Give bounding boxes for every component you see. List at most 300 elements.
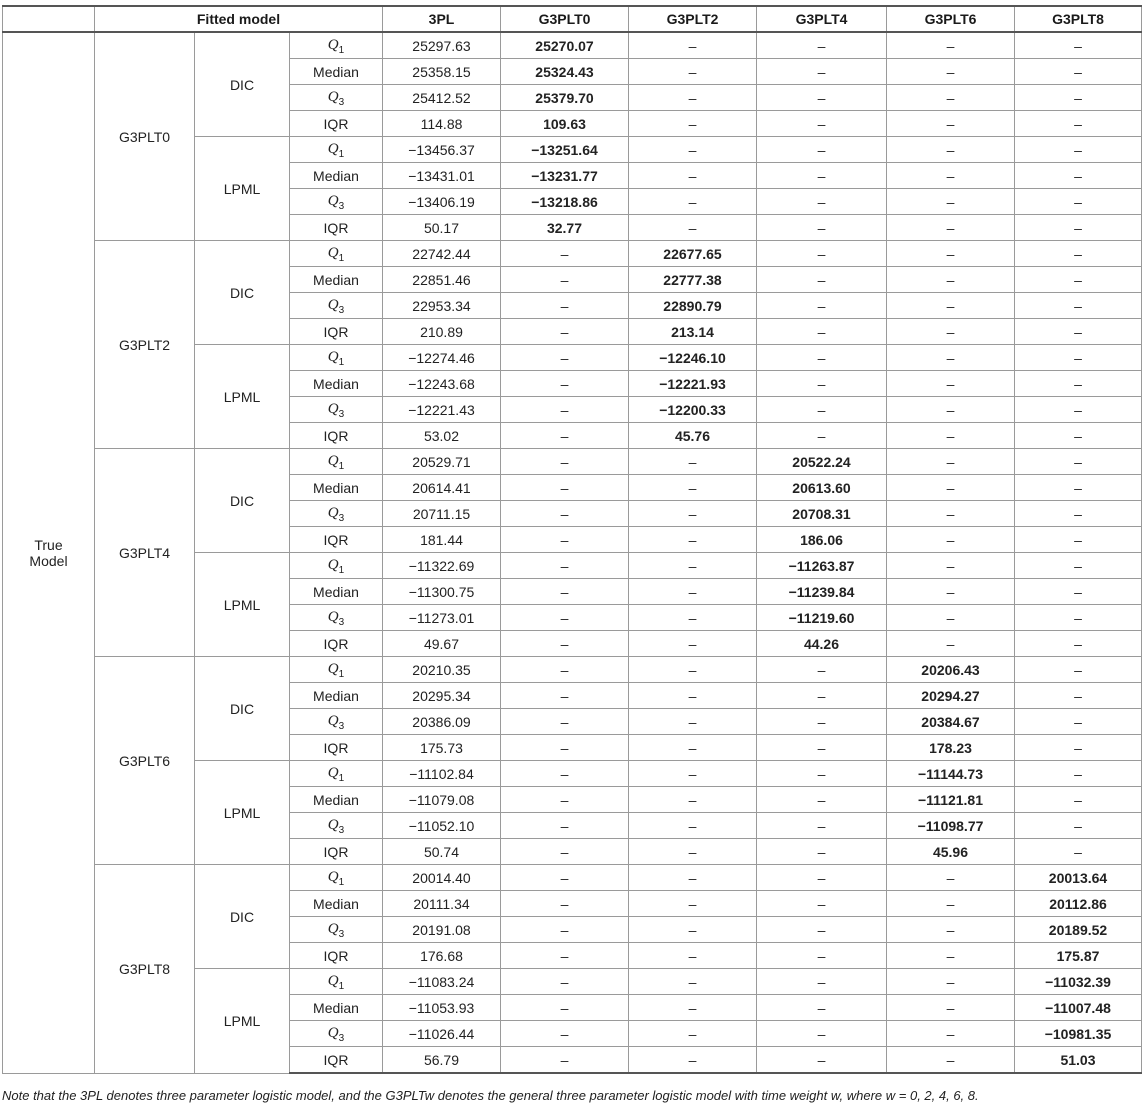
value-empty-dash: – xyxy=(501,423,629,449)
statistic-label: $Q_3$ xyxy=(290,605,383,631)
value-empty-dash: – xyxy=(501,1047,629,1074)
value-3pl: 114.88 xyxy=(383,111,501,137)
statistic-label: IQR xyxy=(290,735,383,761)
statistic-label: $Q_1$ xyxy=(290,969,383,995)
value-empty-dash: – xyxy=(1015,267,1142,293)
value-empty-dash: – xyxy=(629,683,757,709)
true-model-label: True Model xyxy=(3,32,95,1073)
value-empty-dash: – xyxy=(1015,215,1142,241)
statistic-label: $Q_3$ xyxy=(290,709,383,735)
criterion-label: LPML xyxy=(195,137,290,241)
header-col-g3plt4: G3PLT4 xyxy=(757,6,887,32)
value-empty-dash: – xyxy=(757,241,887,267)
value-empty-dash: – xyxy=(629,865,757,891)
value-empty-dash: – xyxy=(757,163,887,189)
value-empty-dash: – xyxy=(757,735,887,761)
value-empty-dash: – xyxy=(629,553,757,579)
value-empty-dash: – xyxy=(501,579,629,605)
value-fitted-bold: −11219.60 xyxy=(757,605,887,631)
value-empty-dash: – xyxy=(501,397,629,423)
value-empty-dash: – xyxy=(629,605,757,631)
value-fitted-bold: −11263.87 xyxy=(757,553,887,579)
table-row xyxy=(3,865,1142,891)
value-empty-dash: – xyxy=(501,319,629,345)
value-fitted-bold: 22677.65 xyxy=(629,241,757,267)
value-empty-dash: – xyxy=(501,293,629,319)
value-empty-dash: – xyxy=(501,709,629,735)
table-row xyxy=(3,32,1142,59)
value-empty-dash: – xyxy=(629,813,757,839)
statistic-label: $Q_1$ xyxy=(290,241,383,267)
statistic-label: Median xyxy=(290,475,383,501)
statistic-label: IQR xyxy=(290,943,383,969)
value-empty-dash: – xyxy=(1015,345,1142,371)
value-empty-dash: – xyxy=(757,32,887,59)
value-3pl: 20614.41 xyxy=(383,475,501,501)
value-3pl: 20295.34 xyxy=(383,683,501,709)
value-empty-dash: – xyxy=(887,345,1015,371)
value-fitted-bold: 20206.43 xyxy=(887,657,1015,683)
value-fitted-bold: 178.23 xyxy=(887,735,1015,761)
value-empty-dash: – xyxy=(1015,657,1142,683)
value-empty-dash: – xyxy=(757,397,887,423)
value-empty-dash: – xyxy=(629,631,757,657)
value-empty-dash: – xyxy=(1015,605,1142,631)
value-empty-dash: – xyxy=(757,709,887,735)
value-empty-dash: – xyxy=(887,319,1015,345)
value-empty-dash: – xyxy=(887,189,1015,215)
value-empty-dash: – xyxy=(501,605,629,631)
value-empty-dash: – xyxy=(1015,293,1142,319)
value-empty-dash: – xyxy=(501,501,629,527)
value-3pl: 20386.09 xyxy=(383,709,501,735)
statistic-label: Median xyxy=(290,59,383,85)
value-empty-dash: – xyxy=(629,475,757,501)
value-fitted-bold: −13251.64 xyxy=(501,137,629,163)
value-empty-dash: – xyxy=(1015,839,1142,865)
statistic-label: $Q_1$ xyxy=(290,865,383,891)
statistic-label: Median xyxy=(290,163,383,189)
value-empty-dash: – xyxy=(501,761,629,787)
value-empty-dash: – xyxy=(629,891,757,917)
criterion-label: DIC xyxy=(195,32,290,137)
value-empty-dash: – xyxy=(1015,163,1142,189)
value-empty-dash: – xyxy=(757,865,887,891)
value-fitted-bold: 25324.43 xyxy=(501,59,629,85)
header-fitted-model: Fitted model xyxy=(95,6,383,32)
value-empty-dash: – xyxy=(501,865,629,891)
true-model-name: G3PLT6 xyxy=(95,657,195,865)
value-empty-dash: – xyxy=(1015,241,1142,267)
statistic-label: $Q_3$ xyxy=(290,1021,383,1047)
value-3pl: −12221.43 xyxy=(383,397,501,423)
value-empty-dash: – xyxy=(757,683,887,709)
value-empty-dash: – xyxy=(629,85,757,111)
value-empty-dash: – xyxy=(887,449,1015,475)
statistic-label: $Q_1$ xyxy=(290,657,383,683)
value-empty-dash: – xyxy=(501,345,629,371)
value-fitted-bold: −12200.33 xyxy=(629,397,757,423)
value-empty-dash: – xyxy=(1015,319,1142,345)
value-empty-dash: – xyxy=(757,345,887,371)
statistic-label: IQR xyxy=(290,839,383,865)
value-empty-dash: – xyxy=(757,657,887,683)
table-row xyxy=(3,657,1142,683)
value-empty-dash: – xyxy=(1015,631,1142,657)
value-empty-dash: – xyxy=(501,371,629,397)
header-col-g3plt8: G3PLT8 xyxy=(1015,6,1142,32)
value-empty-dash: – xyxy=(757,891,887,917)
value-fitted-bold: 45.96 xyxy=(887,839,1015,865)
statistic-label: IQR xyxy=(290,527,383,553)
value-empty-dash: – xyxy=(629,735,757,761)
value-3pl: 22742.44 xyxy=(383,241,501,267)
value-empty-dash: – xyxy=(887,1021,1015,1047)
value-empty-dash: – xyxy=(629,189,757,215)
value-3pl: −11322.69 xyxy=(383,553,501,579)
value-empty-dash: – xyxy=(887,397,1015,423)
value-empty-dash: – xyxy=(629,163,757,189)
value-3pl: −13406.19 xyxy=(383,189,501,215)
value-empty-dash: – xyxy=(757,215,887,241)
statistic-label: $Q_3$ xyxy=(290,85,383,111)
value-empty-dash: – xyxy=(757,1021,887,1047)
value-empty-dash: – xyxy=(629,1047,757,1074)
value-3pl: −11273.01 xyxy=(383,605,501,631)
true-model-name: G3PLT0 xyxy=(95,32,195,241)
statistic-label: $Q_1$ xyxy=(290,761,383,787)
value-fitted-bold: 20613.60 xyxy=(757,475,887,501)
statistic-label: $Q_3$ xyxy=(290,189,383,215)
value-empty-dash: – xyxy=(1015,579,1142,605)
statistic-label: Median xyxy=(290,787,383,813)
statistic-label: IQR xyxy=(290,215,383,241)
value-3pl: 25297.63 xyxy=(383,32,501,59)
value-3pl: −12274.46 xyxy=(383,345,501,371)
criterion-label: LPML xyxy=(195,969,290,1074)
statistic-label: Median xyxy=(290,891,383,917)
value-empty-dash: – xyxy=(757,293,887,319)
statistic-label: $Q_1$ xyxy=(290,449,383,475)
value-empty-dash: – xyxy=(501,995,629,1021)
value-empty-dash: – xyxy=(757,839,887,865)
true-model-name: G3PLT2 xyxy=(95,241,195,449)
value-empty-dash: – xyxy=(501,839,629,865)
value-3pl: −11026.44 xyxy=(383,1021,501,1047)
value-fitted-bold: 20294.27 xyxy=(887,683,1015,709)
value-fitted-bold: 109.63 xyxy=(501,111,629,137)
criterion-label: DIC xyxy=(195,657,290,761)
value-empty-dash: – xyxy=(629,995,757,1021)
value-empty-dash: – xyxy=(757,813,887,839)
value-fitted-bold: −11032.39 xyxy=(1015,969,1142,995)
statistic-label: IQR xyxy=(290,319,383,345)
value-empty-dash: – xyxy=(1015,32,1142,59)
value-empty-dash: – xyxy=(757,137,887,163)
value-fitted-bold: 20189.52 xyxy=(1015,917,1142,943)
value-empty-dash: – xyxy=(629,59,757,85)
value-empty-dash: – xyxy=(887,475,1015,501)
value-empty-dash: – xyxy=(757,371,887,397)
value-fitted-bold: 25270.07 xyxy=(501,32,629,59)
statistic-label: IQR xyxy=(290,1047,383,1074)
value-fitted-bold: 22777.38 xyxy=(629,267,757,293)
value-3pl: −11083.24 xyxy=(383,969,501,995)
value-fitted-bold: −11121.81 xyxy=(887,787,1015,813)
value-empty-dash: – xyxy=(629,761,757,787)
value-empty-dash: – xyxy=(1015,423,1142,449)
statistic-label: IQR xyxy=(290,631,383,657)
value-3pl: −11300.75 xyxy=(383,579,501,605)
value-empty-dash: – xyxy=(629,527,757,553)
value-empty-dash: – xyxy=(887,85,1015,111)
value-empty-dash: – xyxy=(887,579,1015,605)
value-empty-dash: – xyxy=(629,787,757,813)
value-3pl: 56.79 xyxy=(383,1047,501,1074)
value-fitted-bold: 20112.86 xyxy=(1015,891,1142,917)
value-3pl: 25358.15 xyxy=(383,59,501,85)
value-empty-dash: – xyxy=(757,969,887,995)
criterion-label: DIC xyxy=(195,241,290,345)
value-3pl: 20191.08 xyxy=(383,917,501,943)
value-empty-dash: – xyxy=(1015,813,1142,839)
value-empty-dash: – xyxy=(501,553,629,579)
value-empty-dash: – xyxy=(887,527,1015,553)
value-empty-dash: – xyxy=(501,813,629,839)
value-empty-dash: – xyxy=(629,137,757,163)
value-empty-dash: – xyxy=(629,111,757,137)
value-empty-dash: – xyxy=(501,683,629,709)
value-3pl: 175.73 xyxy=(383,735,501,761)
value-empty-dash: – xyxy=(1015,553,1142,579)
value-fitted-bold: 51.03 xyxy=(1015,1047,1142,1074)
value-3pl: 50.17 xyxy=(383,215,501,241)
value-empty-dash: – xyxy=(757,761,887,787)
value-fitted-bold: 175.87 xyxy=(1015,943,1142,969)
value-fitted-bold: 45.76 xyxy=(629,423,757,449)
value-empty-dash: – xyxy=(501,241,629,267)
value-fitted-bold: −13231.77 xyxy=(501,163,629,189)
value-empty-dash: – xyxy=(887,241,1015,267)
value-empty-dash: – xyxy=(887,917,1015,943)
value-fitted-bold: −13218.86 xyxy=(501,189,629,215)
value-3pl: 53.02 xyxy=(383,423,501,449)
value-empty-dash: – xyxy=(757,267,887,293)
value-3pl: 20711.15 xyxy=(383,501,501,527)
header-col-g3plt0: G3PLT0 xyxy=(501,6,629,32)
value-empty-dash: – xyxy=(629,709,757,735)
value-empty-dash: – xyxy=(629,501,757,527)
statistic-label: Median xyxy=(290,267,383,293)
statistic-label: IQR xyxy=(290,111,383,137)
value-empty-dash: – xyxy=(1015,397,1142,423)
value-fitted-bold: −12221.93 xyxy=(629,371,757,397)
value-empty-dash: – xyxy=(1015,59,1142,85)
value-empty-dash: – xyxy=(629,579,757,605)
value-empty-dash: – xyxy=(887,137,1015,163)
value-empty-dash: – xyxy=(887,1047,1015,1074)
criterion-label: LPML xyxy=(195,553,290,657)
value-empty-dash: – xyxy=(887,553,1015,579)
value-empty-dash: – xyxy=(1015,709,1142,735)
statistic-label: $Q_3$ xyxy=(290,501,383,527)
value-3pl: 176.68 xyxy=(383,943,501,969)
value-empty-dash: – xyxy=(887,111,1015,137)
table-body xyxy=(3,32,1142,1073)
value-fitted-bold: −11239.84 xyxy=(757,579,887,605)
value-empty-dash: – xyxy=(501,1021,629,1047)
value-fitted-bold: 213.14 xyxy=(629,319,757,345)
value-empty-dash: – xyxy=(887,32,1015,59)
value-empty-dash: – xyxy=(629,969,757,995)
value-empty-dash: – xyxy=(757,943,887,969)
value-empty-dash: – xyxy=(501,267,629,293)
value-empty-dash: – xyxy=(629,1021,757,1047)
criterion-label: DIC xyxy=(195,449,290,553)
value-empty-dash: – xyxy=(887,891,1015,917)
statistic-label: $Q_1$ xyxy=(290,553,383,579)
value-empty-dash: – xyxy=(1015,85,1142,111)
value-empty-dash: – xyxy=(501,943,629,969)
header-blank xyxy=(3,6,95,32)
value-empty-dash: – xyxy=(629,215,757,241)
statistic-label: Median xyxy=(290,683,383,709)
value-3pl: 49.67 xyxy=(383,631,501,657)
value-empty-dash: – xyxy=(757,59,887,85)
value-empty-dash: – xyxy=(887,293,1015,319)
value-empty-dash: – xyxy=(887,865,1015,891)
value-empty-dash: – xyxy=(757,1047,887,1074)
value-empty-dash: – xyxy=(887,501,1015,527)
value-empty-dash: – xyxy=(1015,683,1142,709)
value-empty-dash: – xyxy=(887,371,1015,397)
table-row xyxy=(3,241,1142,267)
statistic-label: Median xyxy=(290,371,383,397)
value-empty-dash: – xyxy=(501,969,629,995)
value-empty-dash: – xyxy=(1015,189,1142,215)
value-3pl: −13456.37 xyxy=(383,137,501,163)
header-row xyxy=(3,6,1142,32)
value-empty-dash: – xyxy=(629,917,757,943)
value-empty-dash: – xyxy=(887,215,1015,241)
value-3pl: 181.44 xyxy=(383,527,501,553)
value-fitted-bold: 25379.70 xyxy=(501,85,629,111)
value-fitted-bold: −11144.73 xyxy=(887,761,1015,787)
value-fitted-bold: 186.06 xyxy=(757,527,887,553)
value-empty-dash: – xyxy=(629,839,757,865)
value-empty-dash: – xyxy=(629,657,757,683)
value-3pl: 20210.35 xyxy=(383,657,501,683)
value-empty-dash: – xyxy=(501,475,629,501)
value-empty-dash: – xyxy=(887,605,1015,631)
header-col-g3plt2: G3PLT2 xyxy=(629,6,757,32)
value-empty-dash: – xyxy=(757,423,887,449)
value-empty-dash: – xyxy=(501,891,629,917)
value-empty-dash: – xyxy=(501,657,629,683)
value-3pl: −11079.08 xyxy=(383,787,501,813)
value-fitted-bold: 20522.24 xyxy=(757,449,887,475)
value-empty-dash: – xyxy=(887,943,1015,969)
value-empty-dash: – xyxy=(1015,527,1142,553)
criterion-label: LPML xyxy=(195,345,290,449)
true-model-name: G3PLT8 xyxy=(95,865,195,1074)
value-empty-dash: – xyxy=(1015,137,1142,163)
criterion-label: LPML xyxy=(195,761,290,865)
value-fitted-bold: −11007.48 xyxy=(1015,995,1142,1021)
value-empty-dash: – xyxy=(501,631,629,657)
value-empty-dash: – xyxy=(887,995,1015,1021)
value-fitted-bold: 20708.31 xyxy=(757,501,887,527)
statistic-label: $Q_1$ xyxy=(290,32,383,59)
value-3pl: 20014.40 xyxy=(383,865,501,891)
value-empty-dash: – xyxy=(757,111,887,137)
value-fitted-bold: −11098.77 xyxy=(887,813,1015,839)
value-fitted-bold: 32.77 xyxy=(501,215,629,241)
value-empty-dash: – xyxy=(757,319,887,345)
value-empty-dash: – xyxy=(887,423,1015,449)
table-row xyxy=(3,449,1142,475)
value-empty-dash: – xyxy=(501,787,629,813)
value-fitted-bold: 20013.64 xyxy=(1015,865,1142,891)
value-empty-dash: – xyxy=(887,59,1015,85)
value-empty-dash: – xyxy=(1015,111,1142,137)
statistic-label: $Q_1$ xyxy=(290,137,383,163)
value-fitted-bold: −12246.10 xyxy=(629,345,757,371)
value-empty-dash: – xyxy=(887,267,1015,293)
value-empty-dash: – xyxy=(501,449,629,475)
criterion-label: DIC xyxy=(195,865,290,969)
header-col-3pl: 3PL xyxy=(383,6,501,32)
value-empty-dash: – xyxy=(1015,449,1142,475)
value-fitted-bold: 44.26 xyxy=(757,631,887,657)
table-footnote: Note that the 3PL denotes three parameter logistic model, and the G3PLTw denotes the general three parameter logistic model with time weight w, where w = 0, 2, 4, 6, 8. xyxy=(2,1088,979,1103)
value-fitted-bold: 22890.79 xyxy=(629,293,757,319)
value-empty-dash: – xyxy=(757,85,887,111)
value-empty-dash: – xyxy=(757,787,887,813)
value-empty-dash: – xyxy=(501,735,629,761)
value-3pl: −11052.10 xyxy=(383,813,501,839)
value-fitted-bold: 20384.67 xyxy=(887,709,1015,735)
value-3pl: −11053.93 xyxy=(383,995,501,1021)
value-empty-dash: – xyxy=(887,163,1015,189)
value-empty-dash: – xyxy=(887,969,1015,995)
header-col-g3plt6: G3PLT6 xyxy=(887,6,1015,32)
value-3pl: 20529.71 xyxy=(383,449,501,475)
value-empty-dash: – xyxy=(501,917,629,943)
value-3pl: 210.89 xyxy=(383,319,501,345)
statistic-label: Median xyxy=(290,579,383,605)
statistic-label: Median xyxy=(290,995,383,1021)
value-3pl: −13431.01 xyxy=(383,163,501,189)
value-3pl: −11102.84 xyxy=(383,761,501,787)
results-table xyxy=(2,5,1142,1074)
value-3pl: 50.74 xyxy=(383,839,501,865)
value-3pl: −12243.68 xyxy=(383,371,501,397)
value-3pl: 22851.46 xyxy=(383,267,501,293)
statistic-label: $Q_3$ xyxy=(290,917,383,943)
value-empty-dash: – xyxy=(757,995,887,1021)
statistic-label: $Q_3$ xyxy=(290,293,383,319)
value-empty-dash: – xyxy=(887,631,1015,657)
value-empty-dash: – xyxy=(1015,761,1142,787)
value-empty-dash: – xyxy=(1015,735,1142,761)
value-empty-dash: – xyxy=(757,189,887,215)
value-empty-dash: – xyxy=(757,917,887,943)
statistic-label: $Q_3$ xyxy=(290,397,383,423)
value-empty-dash: – xyxy=(1015,475,1142,501)
value-empty-dash: – xyxy=(629,449,757,475)
value-empty-dash: – xyxy=(1015,787,1142,813)
